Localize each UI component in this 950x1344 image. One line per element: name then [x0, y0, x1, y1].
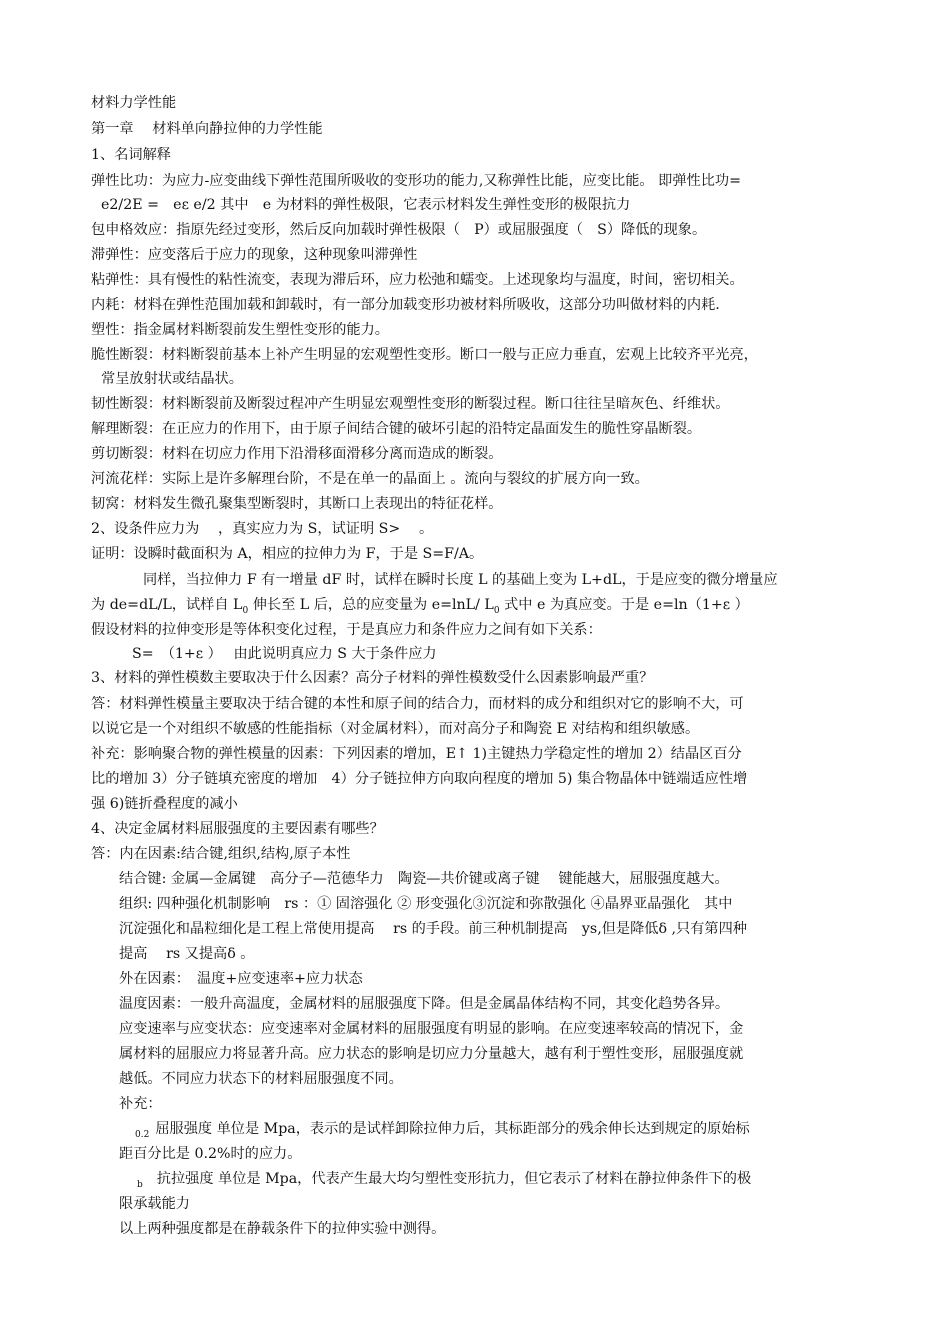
- answer-3-line-4: 比的增加 3）分子链填充密度的增加 4）分子链拉伸方向取向程度的增加 5) 集合物晶体中链端适应性增: [91, 771, 748, 787]
- answer-4-line-7: 温度因素：一般升高温度，金属材料的屈服强度下降。但是金属晶体结构不同，其变化趋势各异。: [119, 996, 730, 1012]
- proof-line-3: [91, 594, 861, 619]
- proof-line-4: 假设材料的拉伸变形是等体积变化过程，于是真应力和条件应力之间有如下关系：: [91, 622, 602, 638]
- subscript-0: 0: [242, 606, 249, 616]
- answer-4-line-5: 提高 rs 又提高δ 。: [119, 946, 255, 962]
- subscript-0: 0: [493, 606, 500, 616]
- chapter-heading: 第一章 材料单向静拉伸的力学性能: [91, 121, 323, 137]
- answer-4-line-9: 属材料的屈服应力将显著升高。应力状态的影响是切应力分量越大，越有利于塑性变形，屈服强度就: [119, 1046, 744, 1062]
- answer-4-line-3: 组织: 四种强化机制影响 rs ：① 固溶强化 ② 形变强化③沉淀和弥散强化 ④晶界亚晶强化 其中: [119, 896, 733, 912]
- def-anelasticity: 滞弹性：应变落后于应力的现象，这种现象叫滞弹性: [91, 247, 418, 263]
- answer-4-line-8: 应变速率与应变状态：应变速率对金属材料的屈服强度有明显的影响。在应变速率较高的情况下，金: [119, 1021, 744, 1037]
- answer-3-line-3: 补充：影响聚合物的弹性模量的因素：下列因素的增加，E↑ 1)主键热力学稳定性的增加 2）结晶区百分: [91, 746, 742, 762]
- proof-line-3-part-a: 为 de=dL/L，试样自 L: [91, 597, 243, 613]
- answer-4-line-2: 结合键: 金属—金属键 高分子—范德华力 陶瓷—共价键或离子键 键能越大，屈服强度越大。: [119, 871, 729, 887]
- section-3-heading: 3、材料的弹性模数主要取决于什么因素？高分子材料的弹性模数受什么因素影响最严重？: [91, 670, 654, 686]
- def-ductile-fracture: 韧性断裂：材料断裂前及断裂过程冲产生明显宏观塑性变形的断裂过程。断口往往呈暗灰色、纤维状。: [91, 396, 730, 412]
- def-bauschinger: 包申格效应：指原先经过变形，然后反向加载时弹性极限（ P）或屈服强度（ S）降低的现象。: [91, 222, 707, 238]
- proof-line-2: 同样，当拉伸力 F 有一增量 dF 时，试样在瞬时长度 L 的基础上变为 L+dL，于是应变的微分增量应: [143, 572, 778, 588]
- answer-4-line-6: 外在因素： 温度+应变速率+应力状态: [119, 971, 363, 987]
- def-river-pattern: 河流花样：实际上是许多解理台阶，不是在单一的晶面上 。流向与裂纹的扩展方向一致。: [91, 471, 649, 487]
- answer-4-line-12: [119, 1118, 861, 1143]
- def-brittle-fracture-cont: 常呈放射状或结晶状。: [101, 371, 243, 387]
- def-cleavage-fracture: 解理断裂：在正应力的作用下，由于原子间结合键的破坏引起的沿特定晶面发生的脆性穿晶断裂。: [91, 421, 702, 437]
- doc-title: 材料力学性能: [91, 95, 177, 111]
- def-elastic-work: 弹性比功：为应力-应变曲线下弹性范围所吸收的变形功的能力,又称弹性比能，应变比能。 即弹性比功=: [91, 173, 741, 189]
- answer-4-line-11: 补充：: [119, 1096, 162, 1112]
- answer-4-line-4: 沉淀强化和晶粒细化是工程上常使用提高 rs 的手段。前三种机制提高 ys,但是降低δ ,只有第四种: [119, 921, 747, 937]
- answer-3-line-2: 以说它是一个对组织不敏感的性能指标（对金属材料），而对高分子和陶瓷 E 对结构和组织敏感。: [91, 721, 700, 737]
- def-viscoelasticity: 粘弹性：具有慢性的粘性流变，表现为滞后环，应力松弛和蠕变。上述现象均与温度，时间，密切相关。: [91, 272, 744, 288]
- answer-4-line-16: 以上两种强度都是在静载条件下的拉伸实验中测得。: [119, 1221, 446, 1237]
- subscript-b: b: [137, 1180, 143, 1190]
- proof-line-1: 证明：设瞬时截面积为 A，相应的拉伸力为 F，于是 S=F/A。: [91, 546, 484, 562]
- section-4-heading: 4、决定金属材料屈服强度的主要因素有哪些？: [91, 821, 384, 837]
- def-plasticity: 塑性：指金属材料断裂前发生塑性变形的能力。: [91, 322, 389, 338]
- answer-4-line-1: 答：内在因素:结合键,组织,结构,原子本性: [91, 846, 351, 862]
- section-2-heading: 2、设条件应力为 ，真实应力为 S，试证明 S> 。: [91, 521, 434, 537]
- answer-3-line-1: 答：材料弹性模量主要取决于结合键的本性和原子间的结合力，而材料的成分和组织对它的影响不大，可: [91, 696, 744, 712]
- answer-4-line-13: 距百分比是 0.2%时的应力。: [119, 1146, 302, 1162]
- def-elastic-work-cont: e2/2E = eε e/2 其中 e 为材料的弹性极限，它表示材料发生弹性变形的极限抗力: [101, 197, 631, 213]
- answer-3-line-5: 强 6)链折叠程度的减小: [91, 796, 238, 812]
- answer-4-line-10: 越低。不同应力状态下的材料屈服强度不同。: [119, 1071, 403, 1087]
- def-dimple: 韧窝：材料发生微孔聚集型断裂时，其断口上表现出的特征花样。: [91, 496, 503, 512]
- def-shear-fracture: 剪切断裂：材料在切应力作用下沿滑移面滑移分离而造成的断裂。: [91, 446, 503, 462]
- def-internal-friction: 内耗：材料在弹性范围加载和卸载时，有一部分加载变形功被材料所吸收，这部分功叫做材料的内耗.: [91, 297, 720, 313]
- proof-line-3-part-b: 伸长至 L 后，总的应变量为 e=lnL/ L: [248, 597, 494, 613]
- proof-line-5: S= （1+ε ） 由此说明真应力 S 大于条件应力: [132, 646, 437, 662]
- def-brittle-fracture: 脆性断裂：材料断裂前基本上补产生明显的宏观塑性变形。断口一般与正应力垂直，宏观上比较齐平光亮，: [91, 347, 758, 363]
- proof-line-3-part-c: 式中 e 为真应变。于是 e=ln（1+ε ）: [499, 597, 749, 613]
- subscript-0-2: 0.2: [135, 1130, 150, 1140]
- answer-4-line-14-text: 抗拉强度 单位是 Mpa，代表产生最大均匀塑性变形抗力，但它表示了材料在静拉伸条件下的极: [156, 1171, 752, 1187]
- answer-4-line-14: [119, 1168, 861, 1193]
- answer-4-line-12-text: 屈服强度 单位是 Mpa，表示的是试样卸除拉伸力后，其标距部分的残余伸长达到规定的原始标: [155, 1121, 750, 1137]
- answer-4-line-15: 限承载能力: [119, 1196, 190, 1212]
- section-1-heading: 1、名词解释: [91, 147, 171, 163]
